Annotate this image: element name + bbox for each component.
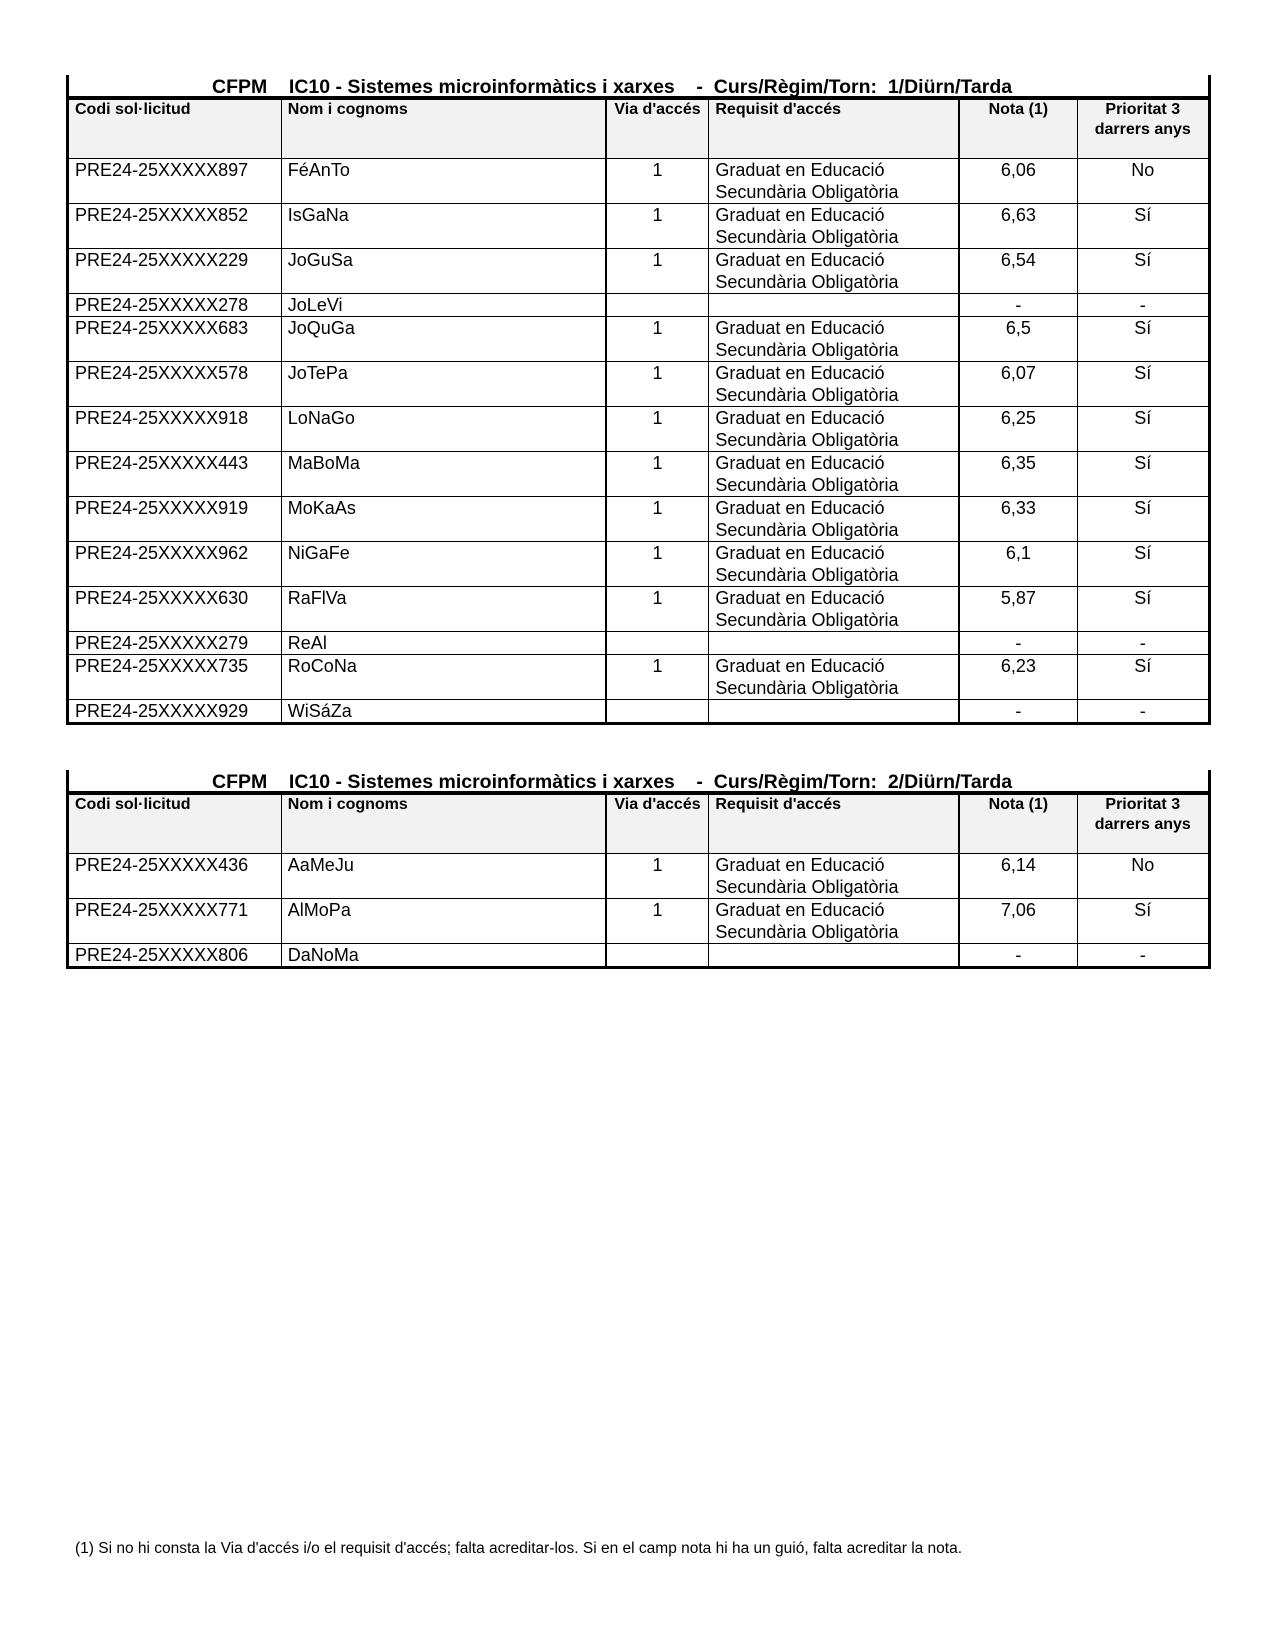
table-row bbox=[68, 542, 1210, 587]
cell-prio: Sí bbox=[1077, 497, 1209, 542]
cell-name: NiGaFe bbox=[281, 542, 605, 587]
course-block-2 bbox=[66, 770, 1211, 969]
cell-via bbox=[606, 294, 709, 317]
cell-code: PRE24-25XXXXX919 bbox=[68, 497, 282, 542]
cell-name: JoLeVi bbox=[281, 294, 605, 317]
cell-name: RoCoNa bbox=[281, 655, 605, 700]
cell-via: 1 bbox=[606, 854, 709, 899]
cell-prio: Sí bbox=[1077, 542, 1209, 587]
cell-code: PRE24-25XXXXX918 bbox=[68, 407, 282, 452]
table-row bbox=[68, 317, 1210, 362]
cell-via bbox=[606, 700, 709, 724]
cell-code: PRE24-25XXXXX279 bbox=[68, 632, 282, 655]
cell-name: ReAl bbox=[281, 632, 605, 655]
cell-req: Graduat en Educació Secundària Obligatòria bbox=[709, 362, 959, 407]
col-header-code: Codi sol·licitud bbox=[68, 100, 282, 159]
cell-via: 1 bbox=[606, 899, 709, 944]
cell-code: PRE24-25XXXXX229 bbox=[68, 249, 282, 294]
cell-req: Graduat en Educació Secundària Obligatòria bbox=[709, 899, 959, 944]
cell-via: 1 bbox=[606, 159, 709, 204]
cell-req: Graduat en Educació Secundària Obligatòria bbox=[709, 407, 959, 452]
cell-prio: Sí bbox=[1077, 204, 1209, 249]
cell-nota: - bbox=[959, 294, 1077, 317]
table-row bbox=[68, 587, 1210, 632]
col-header-nota: Nota (1) bbox=[959, 100, 1077, 159]
cell-nota: 6,06 bbox=[959, 159, 1077, 204]
cell-code: PRE24-25XXXXX443 bbox=[68, 452, 282, 497]
cell-code: PRE24-25XXXXX929 bbox=[68, 700, 282, 724]
col-header-req: Requisit d'accés bbox=[709, 100, 959, 159]
cell-nota: 6,33 bbox=[959, 497, 1077, 542]
header-row bbox=[68, 100, 1210, 159]
col-header-nota: Nota (1) bbox=[959, 795, 1077, 854]
cell-req bbox=[709, 632, 959, 655]
cell-req: Graduat en Educació Secundària Obligatòria bbox=[709, 497, 959, 542]
cell-nota: 6,14 bbox=[959, 854, 1077, 899]
cell-req: Graduat en Educació Secundària Obligatòria bbox=[709, 204, 959, 249]
cell-code: PRE24-25XXXXX852 bbox=[68, 204, 282, 249]
cell-via: 1 bbox=[606, 317, 709, 362]
cell-code: PRE24-25XXXXX278 bbox=[68, 294, 282, 317]
cell-prio: Sí bbox=[1077, 317, 1209, 362]
table-row bbox=[68, 407, 1210, 452]
cell-code: PRE24-25XXXXX436 bbox=[68, 854, 282, 899]
cell-via: 1 bbox=[606, 249, 709, 294]
cell-prio: Sí bbox=[1077, 362, 1209, 407]
cell-nota: 7,06 bbox=[959, 899, 1077, 944]
cell-via: 1 bbox=[606, 587, 709, 632]
cell-prio: Sí bbox=[1077, 249, 1209, 294]
cell-via: 1 bbox=[606, 204, 709, 249]
course-block-1 bbox=[66, 75, 1211, 725]
cell-req bbox=[709, 700, 959, 724]
cell-req: Graduat en Educació Secundària Obligatòria bbox=[709, 655, 959, 700]
cell-nota: 6,35 bbox=[959, 452, 1077, 497]
cell-prio: Sí bbox=[1077, 452, 1209, 497]
cell-name: RaFlVa bbox=[281, 587, 605, 632]
col-header-name: Nom i cognoms bbox=[281, 795, 605, 854]
col-header-via: Via d'accés bbox=[606, 100, 709, 159]
cell-req bbox=[709, 944, 959, 968]
cell-nota: 6,07 bbox=[959, 362, 1077, 407]
cell-req: Graduat en Educació Secundària Obligatòria bbox=[709, 317, 959, 362]
cell-req: Graduat en Educació Secundària Obligatòria bbox=[709, 452, 959, 497]
cell-prio: Sí bbox=[1077, 899, 1209, 944]
cell-name: IsGaNa bbox=[281, 204, 605, 249]
col-header-code: Codi sol·licitud bbox=[68, 795, 282, 854]
table-row bbox=[68, 899, 1210, 944]
cell-nota: - bbox=[959, 944, 1077, 968]
cell-prio: Sí bbox=[1077, 407, 1209, 452]
cell-code: PRE24-25XXXXX962 bbox=[68, 542, 282, 587]
cell-name: LoNaGo bbox=[281, 407, 605, 452]
cell-code: PRE24-25XXXXX683 bbox=[68, 317, 282, 362]
cell-nota: 5,87 bbox=[959, 587, 1077, 632]
cell-name: AlMoPa bbox=[281, 899, 605, 944]
cell-prio: - bbox=[1077, 944, 1209, 968]
cell-name: MoKaAs bbox=[281, 497, 605, 542]
cell-code: PRE24-25XXXXX806 bbox=[68, 944, 282, 968]
table-row bbox=[68, 249, 1210, 294]
table-row bbox=[68, 159, 1210, 204]
table-row bbox=[68, 854, 1210, 899]
cell-code: PRE24-25XXXXX735 bbox=[68, 655, 282, 700]
cell-via: 1 bbox=[606, 497, 709, 542]
cell-code: PRE24-25XXXXX578 bbox=[68, 362, 282, 407]
cell-via: 1 bbox=[606, 407, 709, 452]
table-row bbox=[68, 944, 1210, 968]
cell-nota: 6,5 bbox=[959, 317, 1077, 362]
cell-nota: 6,54 bbox=[959, 249, 1077, 294]
cell-via: 1 bbox=[606, 542, 709, 587]
applications-table bbox=[66, 99, 1211, 725]
cell-name: FéAnTo bbox=[281, 159, 605, 204]
cell-nota: - bbox=[959, 700, 1077, 724]
cell-via bbox=[606, 632, 709, 655]
table-row bbox=[68, 362, 1210, 407]
cell-prio: - bbox=[1077, 294, 1209, 317]
col-header-prio: Prioritat 3 darrers anys bbox=[1077, 100, 1209, 159]
col-header-req: Requisit d'accés bbox=[709, 795, 959, 854]
cell-via: 1 bbox=[606, 452, 709, 497]
cell-nota: 6,63 bbox=[959, 204, 1077, 249]
cell-via: 1 bbox=[606, 655, 709, 700]
cell-code: PRE24-25XXXXX630 bbox=[68, 587, 282, 632]
table-row bbox=[68, 700, 1210, 724]
cell-name: AaMeJu bbox=[281, 854, 605, 899]
table-row bbox=[68, 452, 1210, 497]
cell-via: 1 bbox=[606, 362, 709, 407]
cell-nota: 6,1 bbox=[959, 542, 1077, 587]
cell-nota: 6,23 bbox=[959, 655, 1077, 700]
col-header-prio: Prioritat 3 darrers anys bbox=[1077, 795, 1209, 854]
cell-via bbox=[606, 944, 709, 968]
cell-prio: No bbox=[1077, 159, 1209, 204]
cell-prio: No bbox=[1077, 854, 1209, 899]
header-row bbox=[68, 795, 1210, 854]
cell-code: PRE24-25XXXXX771 bbox=[68, 899, 282, 944]
cell-req: Graduat en Educació Secundària Obligatòria bbox=[709, 542, 959, 587]
cell-name: JoTePa bbox=[281, 362, 605, 407]
cell-prio: Sí bbox=[1077, 655, 1209, 700]
cell-name: MaBoMa bbox=[281, 452, 605, 497]
cell-req bbox=[709, 294, 959, 317]
table-title: CFPM IC10 - Sistemes microinformàtics i xarxes - Curs/Règim/Torn: 1/Diürn/Tarda bbox=[66, 75, 1211, 99]
cell-prio: - bbox=[1077, 632, 1209, 655]
applications-table bbox=[66, 794, 1211, 969]
cell-req: Graduat en Educació Secundària Obligatòria bbox=[709, 587, 959, 632]
cell-name: WiSáZa bbox=[281, 700, 605, 724]
footnote: (1) Si no hi consta la Via d'accés i/o el requisit d'accés; falta acreditar-los. Si en el camp nota hi ha un guió, falta acreditar la nota. bbox=[75, 1540, 963, 1557]
cell-nota: 6,25 bbox=[959, 407, 1077, 452]
cell-req: Graduat en Educació Secundària Obligatòria bbox=[709, 159, 959, 204]
cell-prio: - bbox=[1077, 700, 1209, 724]
table-row bbox=[68, 294, 1210, 317]
cell-name: JoQuGa bbox=[281, 317, 605, 362]
cell-req: Graduat en Educació Secundària Obligatòria bbox=[709, 249, 959, 294]
table-title: CFPM IC10 - Sistemes microinformàtics i xarxes - Curs/Règim/Torn: 2/Diürn/Tarda bbox=[66, 770, 1211, 794]
col-header-name: Nom i cognoms bbox=[281, 100, 605, 159]
cell-prio: Sí bbox=[1077, 587, 1209, 632]
cell-req: Graduat en Educació Secundària Obligatòria bbox=[709, 854, 959, 899]
cell-nota: - bbox=[959, 632, 1077, 655]
table-row bbox=[68, 497, 1210, 542]
table-row bbox=[68, 655, 1210, 700]
cell-name: JoGuSa bbox=[281, 249, 605, 294]
col-header-via: Via d'accés bbox=[606, 795, 709, 854]
cell-name: DaNoMa bbox=[281, 944, 605, 968]
table-row bbox=[68, 204, 1210, 249]
table-row bbox=[68, 632, 1210, 655]
cell-code: PRE24-25XXXXX897 bbox=[68, 159, 282, 204]
